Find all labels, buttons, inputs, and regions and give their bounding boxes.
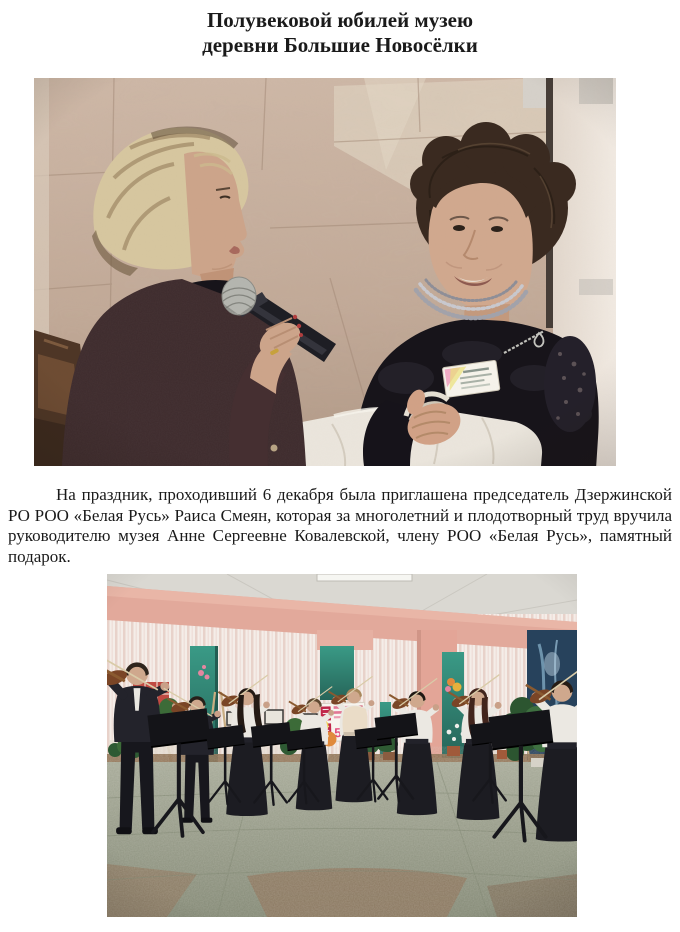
photo-award-ceremony xyxy=(34,78,616,466)
photo-award-ceremony-image xyxy=(34,78,616,466)
body-paragraph: На праздник, проходивший 6 декабря была приглашена председатель Дзержинской РО РОО «Белая Русь» Раиса Смеян, которая за многолетний и плодотворный труд вручила руководителю музея Анне Сергеевне Ковалевской, члену РОО «Белая Русь», памятный подарок. xyxy=(8,485,672,566)
photo-violin-ensemble-image xyxy=(107,574,577,917)
title-line-1: Полувековой юбилей музею xyxy=(206,8,474,32)
title-line-2: деревни Большие Новосёлки xyxy=(202,33,478,57)
page-title xyxy=(0,8,680,58)
photo-violin-ensemble xyxy=(107,574,577,917)
